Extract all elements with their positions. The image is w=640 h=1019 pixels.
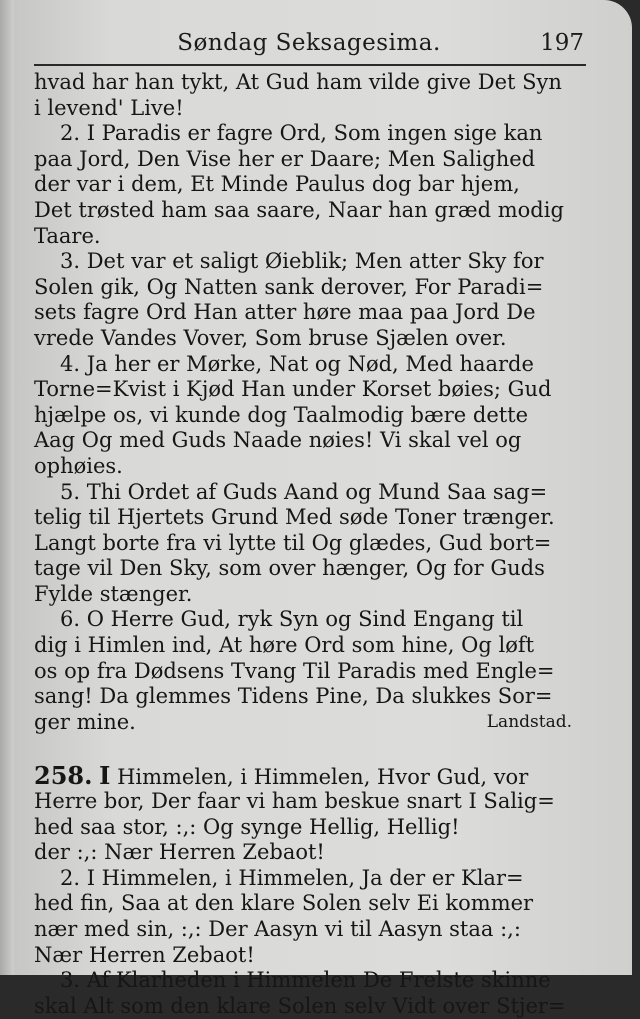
hymn-258-first-line <box>34 763 586 789</box>
text-line: Taare. <box>34 223 101 248</box>
text-line: Herre bor, Der faar vi ham beskue snart I Salig= <box>34 789 555 814</box>
header-rule <box>34 64 586 66</box>
text-line: Det trøsted ham saa saare, Naar han græd modig <box>34 197 564 222</box>
text-line: nær med sin, :,: Der Aasyn vi til Aasyn staa :,: <box>34 917 521 941</box>
text-line: 6. O Herre Gud, ryk Syn og Sind Engang til <box>60 607 524 632</box>
text-line: der :,: Nær Herren Zebaot! <box>34 840 325 865</box>
text-line: 3. Det var et saligt Øieblik; Men atter Sky for <box>60 249 544 274</box>
text-line: hed fin, Saa at den klare Solen selv Ei kommer <box>34 891 534 916</box>
text-line: Langt borte fra vi lytte til Og glædes, Gud bort= <box>34 530 552 555</box>
hymn-initial: I <box>99 761 111 791</box>
text-line: ophøies. <box>34 453 123 478</box>
text-line: ger mine. <box>34 709 136 734</box>
text-line: tage vil Den Sky, som over hænger, Og for Guds <box>34 556 545 581</box>
text-line: hed saa stor, :,: Og synge Hellig, Hellig! <box>34 814 460 839</box>
text-line: paa Jord, Den Vise her er Daare; Men Salighed <box>34 146 536 171</box>
hymn-spacer <box>34 735 586 763</box>
text-line: 5. Thi Ordet af Guds Aand og Mund Saa sag= <box>60 479 548 504</box>
hymn-258 <box>34 789 586 1019</box>
text-line: i levend' Live! <box>34 95 184 120</box>
page-number: 197 <box>540 30 584 56</box>
text-line: 4. Ja her er Mørke, Nat og Nød, Med haarde <box>60 351 534 376</box>
page-gutter-shadow <box>0 0 14 975</box>
page-body <box>34 70 586 1019</box>
text-line: os op fra Dødsens Tvang Til Paradis med Engle= <box>34 658 555 683</box>
author-signature: Landstad. <box>486 711 572 732</box>
text-line: Aag Og med Guds Naade nøies! Vi skal vel og <box>34 428 522 453</box>
text-line: dig i Himlen ind, At høre Ord som hine, Og løft <box>34 633 535 658</box>
hymn-number: 258. <box>34 761 93 791</box>
running-head: Søndag Seksagesima. <box>177 30 441 56</box>
text-line: sets fagre Ord Han atter høre maa paa Jord De <box>34 300 536 325</box>
text-line: vrede Vandes Vover, Som bruse Sjælen over. <box>34 325 507 350</box>
text-line: hjælpe os, vi kunde dog Taalmodig bære dette <box>34 402 529 427</box>
hymn-first-line-text: Himmelen, i Himmelen, Hvor Gud, vor <box>117 765 529 790</box>
text-line: hvad har han tykt, At Gud ham vilde give Det Syn <box>34 70 562 94</box>
text-line: telig til Hjertets Grund Med søde Toner trænger. <box>34 505 555 530</box>
text-line: 3. Af Klarheden i Himmelen De Frelste skinne <box>60 968 551 993</box>
text-line: der var i dem, Et Minde Paulus dog bar hjem, <box>34 172 520 197</box>
text-line: skal Alt som den klare Solen selv Vidt over Stjer= <box>34 993 566 1018</box>
text-line: sang! Da glemmes Tidens Pine, Da slukkes Sor= <box>34 684 553 709</box>
page-header <box>34 30 584 64</box>
text-line: Nær Herren Zebaot! <box>34 942 255 967</box>
text-line: Torne=Kvist i Kjød Han under Korset bøies; Gud <box>34 377 552 402</box>
hymn-257-continued <box>34 70 586 735</box>
text-line: 2. I Himmelen, i Himmelen, Ja der er Klar= <box>60 865 524 890</box>
text-line: Fylde stænger. <box>34 581 193 606</box>
text-line: 2. I Paradis er fagre Ord, Som ingen sige kan <box>60 121 543 146</box>
text-line: Solen gik, Og Natten sank derover, For Paradi= <box>34 274 544 299</box>
